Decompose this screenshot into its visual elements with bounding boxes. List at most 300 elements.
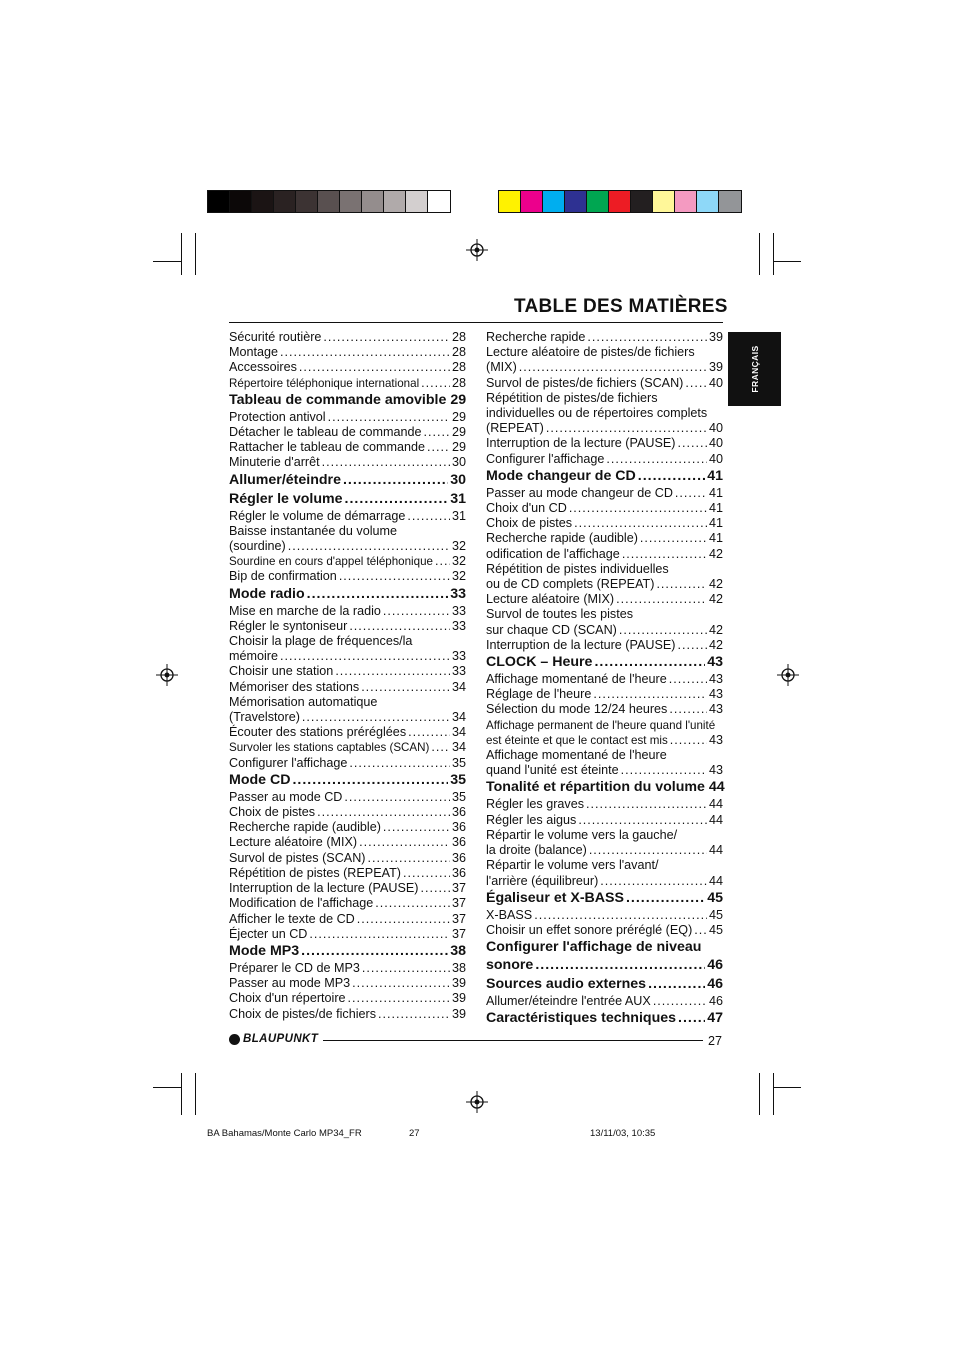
toc-section-heading bbox=[486, 467, 723, 486]
toc-section-heading bbox=[229, 471, 466, 490]
toc-page-number: 36 bbox=[451, 835, 466, 850]
toc-entry-title: est éteinte et que le contact est mis bbox=[486, 733, 668, 747]
toc-entry bbox=[229, 330, 466, 345]
dot-leader bbox=[408, 725, 450, 740]
toc-page-number: 44 bbox=[708, 797, 723, 812]
toc-entry-title: Lecture aléatoire (MIX) bbox=[486, 592, 615, 607]
toc-page-number: 43 bbox=[708, 672, 723, 687]
toc-page-number: 41 bbox=[707, 467, 723, 484]
color-swatch bbox=[697, 191, 719, 212]
toc-entry bbox=[486, 623, 723, 638]
toc-entry bbox=[486, 687, 723, 702]
toc-entry-title: Interruption de la lecture (PAUSE) bbox=[486, 637, 676, 652]
dot-leader bbox=[352, 976, 450, 991]
dot-leader bbox=[593, 687, 707, 702]
toc-entry-title: Recherche rapide (audible) bbox=[486, 531, 638, 546]
toc-entry-text: Mémorisation automatique bbox=[229, 694, 378, 709]
dot-leader bbox=[367, 851, 450, 866]
toc-page-number: 40 bbox=[708, 451, 723, 466]
toc-page-number: 34 bbox=[451, 725, 466, 740]
toc-entry-title: Tonalité et répartition du volume bbox=[486, 779, 705, 796]
language-tab-label: FRANÇAIS bbox=[749, 345, 760, 393]
dot-leader bbox=[546, 421, 707, 436]
toc-entry-title: sonore bbox=[486, 957, 534, 974]
toc-entry bbox=[229, 912, 466, 927]
toc-page-number: 43 bbox=[708, 687, 723, 702]
toc-entry bbox=[229, 835, 466, 850]
dot-leader bbox=[345, 491, 449, 508]
toc-entry-title: Mode changeur de CD bbox=[486, 467, 636, 484]
toc-entry bbox=[486, 797, 723, 812]
toc-entry-title: Préparer le CD de MP3 bbox=[229, 960, 360, 975]
brand-logo bbox=[229, 1033, 318, 1045]
dot-leader bbox=[656, 577, 707, 592]
toc-entry bbox=[229, 425, 466, 440]
dot-leader bbox=[322, 455, 450, 470]
dot-leader bbox=[600, 874, 707, 889]
toc-entry-title: quand l'unité est éteinte bbox=[486, 763, 619, 778]
toc-section-heading bbox=[486, 956, 723, 975]
dot-leader bbox=[640, 531, 707, 546]
toc-entry-title: Choix d'un CD bbox=[486, 501, 567, 516]
toc-entry-title: Configurer l'affichage bbox=[229, 755, 348, 770]
toc-page-number: 29 bbox=[451, 409, 466, 424]
toc-entry-title: ou de CD complets (REPEAT) bbox=[486, 577, 655, 592]
toc-page-number: 42 bbox=[708, 637, 723, 652]
toc-entry-title: Survol de pistes/de fichiers (SCAN) bbox=[486, 375, 684, 390]
toc-entry-text: Choisir la plage de fréquences/la bbox=[229, 634, 413, 649]
gray-swatch bbox=[230, 191, 252, 212]
toc-page-number: 30 bbox=[450, 471, 466, 488]
toc-page-number: 34 bbox=[451, 710, 466, 725]
toc-entry bbox=[229, 569, 466, 584]
toc-page-number: 38 bbox=[451, 960, 466, 975]
dot-leader bbox=[677, 436, 707, 451]
toc-entry-title: X-BASS bbox=[486, 907, 533, 922]
toc-page-number: 37 bbox=[451, 911, 466, 926]
toc-page-number: 44 bbox=[708, 843, 723, 858]
dot-leader bbox=[280, 345, 450, 360]
toc-entry bbox=[486, 486, 723, 501]
toc-entry bbox=[486, 763, 723, 778]
dot-leader bbox=[594, 654, 705, 671]
color-swatch bbox=[565, 191, 587, 212]
dot-leader bbox=[343, 472, 448, 489]
dot-leader bbox=[578, 813, 707, 828]
toc-entry bbox=[229, 376, 466, 391]
toc-section-heading bbox=[229, 391, 466, 410]
dot-leader bbox=[534, 908, 707, 923]
toc-entry-title: (MIX) bbox=[486, 360, 517, 375]
toc-page-number: 35 bbox=[451, 789, 466, 804]
gray-swatch bbox=[428, 191, 450, 212]
registration-mark-left bbox=[156, 664, 178, 686]
gray-swatch bbox=[274, 191, 296, 212]
dot-leader bbox=[435, 554, 450, 569]
toc-page-number: 47 bbox=[707, 1010, 723, 1027]
registration-mark-right bbox=[777, 664, 799, 686]
toc-entry-title: Afficher le texte de CD bbox=[229, 911, 355, 926]
toc-page-number: 46 bbox=[708, 994, 723, 1009]
toc-entry-title: Bip de confirmation bbox=[229, 569, 337, 584]
dot-leader bbox=[427, 440, 450, 455]
dot-leader bbox=[421, 376, 450, 391]
dot-leader bbox=[569, 501, 707, 516]
dot-leader bbox=[420, 881, 450, 896]
toc-entry bbox=[229, 440, 466, 455]
toc-entry bbox=[486, 994, 723, 1009]
toc-page-number: 33 bbox=[451, 618, 466, 633]
toc-entry-title: Sources audio externes bbox=[486, 976, 647, 993]
dot-leader bbox=[292, 772, 448, 789]
dot-leader bbox=[328, 410, 450, 425]
toc-entry bbox=[229, 619, 466, 634]
toc-entry bbox=[486, 531, 723, 546]
toc-entry-title: (REPEAT) bbox=[486, 421, 544, 436]
toc-page-number: 35 bbox=[451, 755, 466, 770]
dot-leader bbox=[302, 710, 450, 725]
toc-page-number: 32 bbox=[451, 569, 466, 584]
dot-leader bbox=[307, 586, 449, 603]
toc-entry-text: Affichage momentané de l'heure bbox=[486, 748, 667, 763]
toc-entry-title: odification de l'affichage bbox=[486, 546, 620, 561]
toc-entry-title: Écouter des stations préréglées bbox=[229, 725, 407, 740]
toc-page-number: 36 bbox=[451, 820, 466, 835]
dot-leader bbox=[323, 330, 450, 345]
dot-leader bbox=[349, 756, 450, 771]
toc-entry-text: Répartir le volume vers l'avant/ bbox=[486, 858, 659, 873]
color-swatch bbox=[631, 191, 653, 212]
dot-leader bbox=[677, 638, 707, 653]
toc-entry-text: Répétition de pistes individuelles bbox=[486, 561, 669, 576]
toc-page-number: 39 bbox=[708, 330, 723, 344]
toc-entry bbox=[486, 923, 723, 938]
toc-entry bbox=[229, 554, 466, 569]
toc-page-number: 28 bbox=[451, 360, 466, 375]
toc-entry-text: Lecture aléatoire de pistes/de fichiers bbox=[486, 345, 695, 360]
toc-left-column bbox=[229, 330, 466, 1022]
toc-entry-title: Éjecter un CD bbox=[229, 926, 308, 941]
toc-page-number: 29 bbox=[450, 391, 467, 408]
toc-page-number: 42 bbox=[708, 622, 723, 637]
toc-page-number: 43 bbox=[707, 654, 723, 671]
dot-leader bbox=[431, 740, 450, 755]
toc-entry-title: Passer au mode changeur de CD bbox=[486, 485, 673, 500]
toc-page-number: 35 bbox=[450, 771, 466, 788]
registration-mark-bottom bbox=[466, 1091, 488, 1113]
toc-entry bbox=[486, 516, 723, 531]
toc-entry bbox=[229, 455, 466, 470]
toc-page-number: 33 bbox=[451, 603, 466, 618]
toc-entry bbox=[229, 1007, 466, 1022]
dot-leader bbox=[299, 360, 450, 375]
toc-entry-title: Accessoires bbox=[229, 360, 297, 375]
dot-leader bbox=[616, 592, 707, 607]
toc-entry-title: Interruption de la lecture (PAUSE) bbox=[486, 436, 676, 451]
toc-entry bbox=[229, 710, 466, 725]
dot-leader bbox=[348, 991, 450, 1006]
gray-swatch bbox=[318, 191, 340, 212]
dot-leader bbox=[619, 623, 707, 638]
dot-leader bbox=[378, 1007, 450, 1022]
toc-entry bbox=[229, 664, 466, 679]
toc-entry-text: Affichage permanent de l'heure quand l'unité bbox=[486, 718, 716, 732]
toc-section-heading bbox=[486, 1009, 723, 1028]
toc-page-number: 33 bbox=[451, 649, 466, 664]
dot-leader bbox=[403, 866, 450, 881]
toc-entry bbox=[229, 881, 466, 896]
toc-entry-title: Régler les aigus bbox=[486, 812, 577, 827]
color-calibration-bar bbox=[498, 190, 742, 213]
dot-leader bbox=[335, 664, 450, 679]
toc-entry-title: Modification de l'affichage bbox=[229, 896, 374, 911]
dot-leader bbox=[288, 539, 450, 554]
toc-page-number: 40 bbox=[708, 375, 723, 390]
toc-entry-title: Tableau de commande amovible bbox=[229, 391, 447, 408]
dot-leader bbox=[301, 943, 448, 960]
toc-entry-title: Caractéristiques techniques bbox=[486, 1010, 677, 1027]
dot-leader bbox=[648, 976, 705, 993]
toc-page-number: 33 bbox=[451, 664, 466, 679]
title-rule bbox=[229, 322, 723, 323]
toc-entry-title: Protection antivol bbox=[229, 409, 326, 424]
toc-entry-title: Réglage de l'heure bbox=[486, 687, 592, 702]
toc-page-number: 43 bbox=[708, 763, 723, 778]
toc-page-number: 39 bbox=[451, 991, 466, 1006]
toc-entry-title: Passer au mode MP3 bbox=[229, 976, 351, 991]
toc-right-column bbox=[486, 330, 723, 1028]
toc-entry bbox=[229, 680, 466, 695]
toc-entry-title: (Travelstore) bbox=[229, 710, 300, 725]
toc-entry bbox=[486, 547, 723, 562]
registration-mark-top bbox=[466, 239, 488, 261]
toc-entry bbox=[229, 509, 466, 524]
color-swatch bbox=[499, 191, 521, 212]
toc-entry-title: Survol de pistes (SCAN) bbox=[229, 850, 366, 865]
toc-page-number: 38 bbox=[450, 942, 466, 959]
toc-entry bbox=[229, 539, 466, 554]
dot-leader bbox=[309, 927, 450, 942]
toc-entry-title: Sécurité routière bbox=[229, 330, 322, 344]
dot-leader bbox=[574, 516, 707, 531]
toc-entry-title: mémoire bbox=[229, 649, 278, 664]
toc-entry bbox=[229, 866, 466, 881]
dot-leader bbox=[407, 509, 450, 524]
dot-leader bbox=[362, 961, 450, 976]
toc-entry-title: Répertoire téléphonique international bbox=[229, 376, 420, 390]
toc-page-number: 44 bbox=[708, 873, 723, 888]
bottom-rule bbox=[323, 1040, 703, 1041]
dot-leader bbox=[383, 820, 450, 835]
toc-page-number: 36 bbox=[451, 865, 466, 880]
dot-leader bbox=[669, 702, 707, 717]
dot-leader bbox=[653, 994, 707, 1009]
toc-entry-title: Régler le syntoniseur bbox=[229, 618, 348, 633]
gray-swatch bbox=[406, 191, 428, 212]
toc-page-number: 36 bbox=[451, 850, 466, 865]
toc-entry bbox=[229, 740, 466, 755]
toc-entry-text: Survol de toutes les pistes bbox=[486, 607, 634, 622]
toc-entry-title: sur chaque CD (SCAN) bbox=[486, 622, 617, 637]
dot-leader bbox=[589, 843, 707, 858]
toc-page-number: 43 bbox=[708, 702, 723, 717]
toc-entry-title: la droite (balance) bbox=[486, 843, 587, 858]
toc-entry-title: Sourdine en cours d'appel téléphonique bbox=[229, 555, 433, 569]
gray-swatch bbox=[252, 191, 274, 212]
toc-entry bbox=[486, 672, 723, 687]
toc-page-number: 45 bbox=[708, 907, 723, 922]
toc-entry-title: CLOCK – Heure bbox=[486, 654, 593, 671]
toc-entry bbox=[486, 360, 723, 375]
toc-entry-title: Régler le volume de démarrage bbox=[229, 508, 406, 523]
dot-leader bbox=[375, 896, 450, 911]
dot-leader bbox=[694, 923, 707, 938]
toc-entry-title: Mode radio bbox=[229, 585, 305, 602]
toc-section-heading bbox=[229, 585, 466, 604]
toc-entry bbox=[229, 927, 466, 942]
toc-entry-title: Mode CD bbox=[229, 771, 291, 788]
toc-entry bbox=[229, 991, 466, 1006]
gray-calibration-bar bbox=[207, 190, 451, 213]
toc-entry bbox=[486, 908, 723, 923]
toc-entry-text: Baisse instantanée du volume bbox=[229, 523, 398, 538]
color-swatch bbox=[675, 191, 697, 212]
logo-dot-icon bbox=[229, 1034, 240, 1045]
dot-leader bbox=[606, 452, 707, 467]
footer-page: 27 bbox=[409, 1128, 420, 1139]
color-swatch bbox=[521, 191, 543, 212]
toc-page-number: 45 bbox=[708, 922, 723, 937]
toc-page-number: 42 bbox=[708, 592, 723, 607]
gray-swatch bbox=[208, 191, 230, 212]
toc-page-number: 37 bbox=[451, 881, 466, 896]
dot-leader bbox=[383, 604, 450, 619]
toc-entry bbox=[229, 961, 466, 976]
toc-entry-title: Choisir une station bbox=[229, 664, 334, 679]
toc-entry-title: Allumer/éteindre bbox=[229, 471, 341, 488]
toc-page-number: 39 bbox=[451, 976, 466, 991]
toc-entry bbox=[486, 813, 723, 828]
toc-page-number: 36 bbox=[451, 805, 466, 820]
dot-leader bbox=[622, 547, 707, 562]
toc-entry-title: Lecture aléatoire (MIX) bbox=[229, 835, 358, 850]
toc-entry-title: Répétition de pistes (REPEAT) bbox=[229, 865, 401, 880]
toc-entry-title: Égaliseur et X-BASS bbox=[486, 889, 624, 906]
toc-entry-title: Choix de pistes bbox=[486, 516, 573, 531]
toc-page-number: 34 bbox=[451, 679, 466, 694]
toc-entry bbox=[486, 421, 723, 436]
dot-leader bbox=[621, 763, 707, 778]
toc-page-number: 44 bbox=[708, 779, 725, 796]
toc-entry bbox=[486, 452, 723, 467]
toc-entry-title: l'arrière (équilibreur) bbox=[486, 873, 599, 888]
toc-section-heading bbox=[229, 942, 466, 961]
toc-entry-title: Détacher le tableau de commande bbox=[229, 425, 422, 440]
toc-section-heading bbox=[486, 975, 723, 994]
toc-entry bbox=[229, 790, 466, 805]
dot-leader bbox=[519, 360, 707, 375]
toc-entry-title: Choisir un effet sonore préréglé (EQ) bbox=[486, 922, 693, 937]
toc-page-number: 43 bbox=[708, 732, 723, 747]
dot-leader bbox=[678, 1010, 705, 1027]
toc-entry-title: Survoler les stations captables (SCAN) bbox=[229, 741, 430, 755]
dot-leader bbox=[357, 912, 450, 927]
toc-entry bbox=[229, 805, 466, 820]
toc-entry-title: Recherche rapide (audible) bbox=[229, 820, 381, 835]
toc-page-number: 29 bbox=[451, 440, 466, 455]
toc-entry bbox=[229, 756, 466, 771]
toc-page-number: 46 bbox=[707, 976, 723, 993]
gray-swatch bbox=[296, 191, 318, 212]
toc-page-number: 28 bbox=[451, 375, 466, 390]
toc-entry bbox=[229, 820, 466, 835]
toc-entry-title: Allumer/éteindre l'entrée AUX bbox=[486, 994, 651, 1009]
toc-page-number: 42 bbox=[708, 577, 723, 592]
toc-page-number: 44 bbox=[708, 812, 723, 827]
toc-entry bbox=[229, 896, 466, 911]
toc-page-number: 33 bbox=[450, 585, 466, 602]
toc-entry-title: Montage bbox=[229, 345, 279, 360]
page-number: 27 bbox=[708, 1034, 723, 1048]
toc-entry-title: Régler le volume bbox=[229, 490, 343, 507]
toc-entry-title: Minuterie d'arrêt bbox=[229, 455, 320, 470]
toc-entry-title: Affichage momentané de l'heure bbox=[486, 672, 667, 687]
toc-section-heading bbox=[229, 771, 466, 790]
toc-entry-text: Répétition de pistes/de fichiers bbox=[486, 390, 658, 405]
toc-page-number: 41 bbox=[708, 531, 723, 546]
color-swatch bbox=[653, 191, 675, 212]
toc-page-number: 29 bbox=[451, 425, 466, 440]
toc-entry bbox=[486, 577, 723, 592]
gray-swatch bbox=[384, 191, 406, 212]
toc-entry bbox=[486, 874, 723, 889]
toc-entry-title: Choix d'un répertoire bbox=[229, 991, 346, 1006]
dot-leader bbox=[280, 649, 450, 664]
toc-page-number: 39 bbox=[451, 1006, 466, 1021]
toc-page-number: 41 bbox=[708, 501, 723, 516]
dot-leader bbox=[317, 805, 450, 820]
language-tab bbox=[728, 332, 781, 406]
toc-page-number: 28 bbox=[451, 330, 466, 344]
toc-entry bbox=[486, 330, 723, 345]
toc-entry-text: Répartir le volume vers la gauche/ bbox=[486, 827, 678, 842]
dot-leader bbox=[675, 486, 707, 501]
toc-section-heading bbox=[486, 653, 723, 672]
toc-page-number: 30 bbox=[451, 455, 466, 470]
dot-leader bbox=[361, 680, 450, 695]
dot-leader bbox=[424, 425, 450, 440]
dot-leader bbox=[339, 569, 450, 584]
toc-entry-title: Choix de pistes/de fichiers bbox=[229, 1006, 376, 1021]
dot-leader bbox=[670, 733, 707, 748]
toc-page-number: 41 bbox=[708, 485, 723, 500]
toc-page-number: 46 bbox=[707, 957, 723, 974]
toc-entry-title: (sourdine) bbox=[229, 539, 286, 554]
footer-date: 13/11/03, 10:35 bbox=[590, 1128, 656, 1139]
toc-entry-text: individuelles ou de répertoires complets bbox=[486, 406, 708, 421]
color-swatch bbox=[719, 191, 741, 212]
toc-section-heading bbox=[229, 490, 466, 509]
gray-swatch bbox=[340, 191, 362, 212]
toc-entry bbox=[486, 376, 723, 391]
toc-entry bbox=[486, 702, 723, 717]
color-swatch bbox=[587, 191, 609, 212]
toc-page-number: 39 bbox=[708, 360, 723, 375]
toc-entry bbox=[229, 410, 466, 425]
dot-leader bbox=[344, 790, 450, 805]
toc-entry-title: Sélection du mode 12/24 heures bbox=[486, 702, 668, 717]
toc-entry bbox=[229, 976, 466, 991]
